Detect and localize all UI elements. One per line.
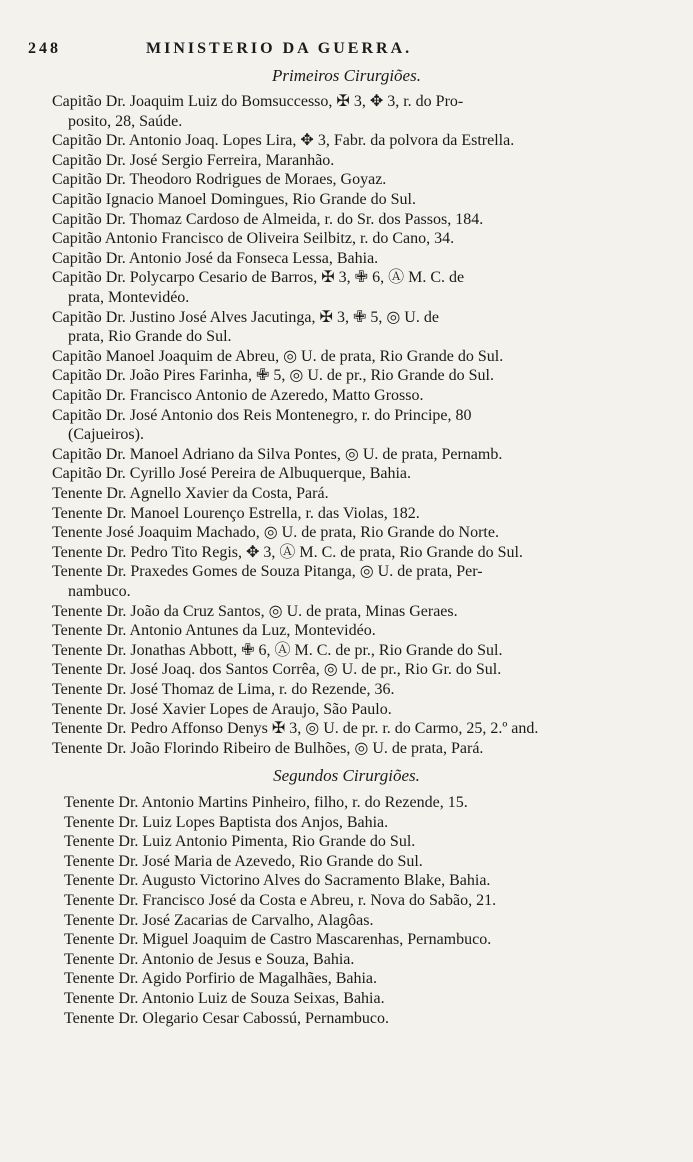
entry-line: Tenente Dr. Pedro Affonso Denys ✠ 3, ◎ U. de pr. r. do Carmo, 25, 2.º and. (52, 720, 539, 738)
roster-entry (52, 660, 501, 680)
entry-line: Capitão Dr. Manoel Adriano da Silva Pontes, ◎ U. de prata, Pernamb. (52, 445, 503, 463)
roster-entry (52, 523, 499, 543)
entry-line: Capitão Dr. Polycarpo Cesario de Barros, ✠ 3, ✙ 6, Ⓐ M. C. de (52, 269, 465, 287)
roster-entry (52, 229, 454, 249)
roster-entry (52, 700, 392, 720)
roster-entry (52, 347, 503, 367)
entry-line: Tenente Dr. Jonathas Abbott, ✙ 6, Ⓐ M. C. de pr., Rio Grande do Sul. (52, 641, 503, 659)
entry-line: Tenente Dr. Antonio Antunes da Luz, Montevidéo. (52, 622, 376, 640)
roster-entry (64, 950, 354, 970)
entry-line: Tenente Dr. José Joaq. dos Santos Corrêa, ◎ U. de pr., Rio Gr. do Sul. (52, 661, 502, 679)
entry-line: Tenente Dr. José Zacarias de Carvalho, Alagôas. (64, 911, 374, 929)
entry-continuation: prata, Rio Grande do Sul. (68, 328, 232, 346)
roster-entry (64, 1009, 389, 1029)
roster-entry (64, 832, 415, 852)
entry-line: Tenente Dr. João Florindo Ribeiro de Bulhões, ◎ U. de prata, Pará. (52, 739, 484, 757)
roster-entry (52, 504, 420, 524)
entry-line: Tenente Dr. José Thomaz de Lima, r. do Rezende, 36. (52, 681, 395, 698)
roster-entry (52, 719, 538, 739)
roster-entry (64, 911, 373, 931)
roster-entry (52, 190, 416, 210)
entry-continuation: (Cajueiros). (68, 426, 144, 444)
entry-line: Tenente Dr. Manoel Lourenço Estrella, r. das Violas, 182. (52, 504, 420, 522)
roster-entry (64, 969, 377, 989)
entry-line: Tenente Dr. Antonio Luiz de Souza Seixas, Bahia. (64, 990, 385, 1007)
roster-entry (52, 210, 483, 230)
entry-line: Tenente Dr. Antonio Martins Pinheiro, filho, r. do Rezende, 15. (64, 794, 468, 811)
roster-entry (52, 680, 394, 700)
roster-entry (52, 268, 464, 307)
entry-line: Tenente Dr. Francisco José da Costa e Abreu, r. Nova do Sabão, 21. (64, 892, 497, 909)
entry-line: Tenente Dr. Agido Porfirio de Magalhães, Bahia. (64, 970, 378, 988)
roster-entry (52, 739, 483, 759)
roster-entry (64, 852, 423, 872)
entry-line: Capitão Dr. José Sergio Ferreira, Maranhão. (52, 151, 335, 169)
entry-line: Tenente Dr. José Maria de Azevedo, Rio Grande do Sul. (64, 852, 423, 870)
roster-entry (52, 445, 502, 465)
entry-line: Tenente José Joaquim Machado, ◎ U. de prata, Rio Grande do Norte. (52, 524, 499, 542)
entry-continuation: nambuco. (68, 582, 131, 600)
roster-entry (52, 386, 424, 406)
entry-line: Tenente Dr. Agnello Xavier da Costa, Pará. (52, 485, 329, 502)
entry-line: Tenente Dr. Olegario Cesar Cabossú, Pernambuco. (64, 1009, 390, 1027)
entry-line: Capitão Antonio Francisco de Oliveira Seilbitz, r. do Cano, 34. (52, 230, 455, 248)
roster-entry (52, 249, 378, 269)
section-title-primeiros: Primeiros Cirurgiões. (272, 66, 421, 85)
entry-line: Tenente Dr. Augusto Victorino Alves do Sacramento Blake, Bahia. (64, 872, 491, 890)
entry-line: Capitão Dr. Theodoro Rodrigues de Moraes, Goyaz. (52, 171, 387, 189)
entry-line: Capitão Dr. Antonio Joaq. Lopes Lira, ✥ 3, Fabr. da polvora da Estrella. (52, 132, 515, 150)
roster-entry (52, 562, 483, 601)
roster-entry (52, 602, 458, 622)
entry-line: Capitão Dr. Joaquim Luiz do Bomsuccesso, ✠ 3, ✥ 3, r. do Pro- (52, 93, 464, 110)
entry-line: Tenente Dr. Luiz Lopes Baptista dos Anjos, Bahia. (64, 813, 389, 831)
roster-entry (52, 131, 514, 151)
roster-entry (64, 813, 388, 833)
roster-entry (64, 989, 385, 1009)
roster-entry (52, 151, 334, 171)
entry-line: Capitão Dr. José Antonio dos Reis Montenegro, r. do Principe, 80 (52, 406, 472, 424)
page-title: MINISTERIO DA GUERRA. (146, 40, 413, 57)
entry-line: Tenente Dr. Pedro Tito Regis, ✥ 3, Ⓐ M. C. de prata, Rio Grande do Sul. (52, 543, 523, 561)
page-number: 248 (28, 40, 61, 57)
entry-line: Tenente Dr. João da Cruz Santos, ◎ U. de prata, Minas Geraes. (52, 602, 458, 620)
entry-line: Capitão Ignacio Manoel Domingues, Rio Grande do Sul. (52, 191, 416, 208)
entry-line: Capitão Dr. Cyrillo José Pereira de Albuquerque, Bahia. (52, 465, 412, 483)
roster-entry (52, 464, 411, 484)
roster-entry (52, 406, 472, 445)
entry-line: Capitão Dr. Justino José Alves Jacutinga, ✠ 3, ✙ 5, ◎ U. de (52, 308, 439, 326)
section-title-segundos: Segundos Cirurgiões. (273, 766, 420, 785)
entry-line: Tenente Dr. Miguel Joaquim de Castro Mascarenhas, Pernambuco. (64, 931, 492, 949)
entry-line: Capitão Dr. Antonio José da Fonseca Lessa, Bahia. (52, 249, 379, 267)
roster-entry (64, 891, 496, 911)
roster-entry (52, 92, 463, 131)
roster-entry (64, 930, 491, 950)
entry-line: Capitão Dr. João Pires Farinha, ✙ 5, ◎ U. de pr., Rio Grande do Sul. (52, 367, 494, 385)
entry-line: Tenente Dr. Luiz Antonio Pimenta, Rio Grande do Sul. (64, 833, 416, 851)
page-header (28, 40, 638, 58)
entry-line: Tenente Dr. Antonio de Jesus e Souza, Bahia. (64, 950, 355, 968)
roster-entry (52, 308, 439, 347)
entry-line: Capitão Dr. Thomaz Cardoso de Almeida, r. do Sr. dos Passos, 184. (52, 210, 484, 228)
entry-line: Tenente Dr. Praxedes Gomes de Souza Pitanga, ◎ U. de prata, Per- (52, 563, 483, 581)
roster-entry (52, 366, 494, 386)
roster-entry (64, 793, 468, 813)
roster-entry (52, 621, 376, 641)
entry-line: Capitão Dr. Francisco Antonio de Azeredo, Matto Grosso. (52, 387, 424, 404)
entry-line: Capitão Manoel Joaquim de Abreu, ◎ U. de prata, Rio Grande do Sul. (52, 347, 504, 365)
entry-continuation: posito, 28, Saúde. (68, 112, 183, 130)
roster-entry (52, 170, 386, 190)
entry-continuation: prata, Montevidéo. (68, 288, 190, 306)
roster-entry (64, 871, 490, 891)
entry-line: Tenente Dr. José Xavier Lopes de Araujo, São Paulo. (52, 700, 392, 718)
roster-entry (52, 641, 502, 661)
roster-entry (52, 484, 329, 504)
roster-entry (52, 543, 523, 563)
